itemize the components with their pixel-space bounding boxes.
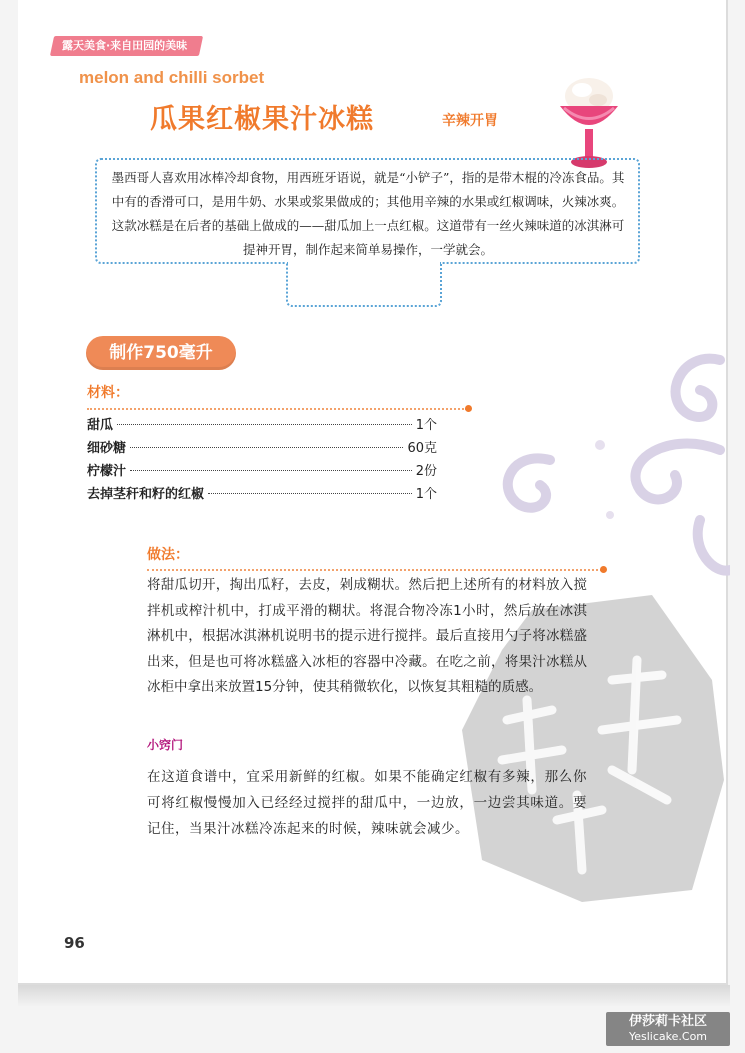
ingredient-name: 细砂糖	[87, 441, 127, 456]
ingredient-name: 柠檬汁	[87, 464, 127, 479]
page-shadow	[18, 985, 730, 1007]
method-divider	[147, 569, 602, 571]
watermark-en: Yeslicake.Com	[628, 1030, 708, 1043]
english-title: melon and chilli sorbet	[79, 68, 265, 87]
leader-dots	[130, 447, 403, 448]
yield-badge: 制作750毫升	[86, 336, 236, 370]
ingredient-qty: 1个	[415, 418, 437, 433]
method-text: 将甜瓜切开，掏出瓜籽，去皮，剁成糊状。然后把上述所有的材料放入搅拌机或榨汁机中，打成平滑的糊状。将混合物冷冻1小时，然后放在冰淇淋机中，根据冰淇淋机说明书的提示进行搅拌。最后直接用勺子将冰糕盛出来，但是也可将冰糕盛入冰柜的容器中冷藏。在吃之前，将果汁冰糕从冰柜中拿出来放置15分钟，使其稍微软化，以恢复其粗糙的质感。	[147, 577, 587, 695]
ingredient-row	[87, 483, 437, 506]
method-heading: 做法：	[147, 547, 189, 563]
ingredient-row	[87, 460, 437, 483]
series-tab-label: 露天美食·来自田园的美味	[62, 39, 188, 52]
materials-heading: 材料：	[87, 385, 129, 401]
ingredient-qty: 1个	[415, 487, 437, 502]
intro-box-tail	[286, 262, 442, 307]
page-title: 瓜果红椒果汁冰糕	[150, 104, 374, 135]
leader-dots	[208, 493, 412, 494]
leader-dots	[130, 470, 412, 471]
ingredient-row	[87, 414, 437, 437]
ingredient-row	[87, 437, 437, 460]
ingredient-qty: 60克	[407, 441, 437, 456]
subtitle: 辛辣开胃	[442, 113, 498, 129]
materials-divider	[87, 408, 467, 410]
site-watermark	[606, 1012, 730, 1046]
tip-heading: 小窍门	[147, 738, 184, 752]
intro-text: 墨西哥人喜欢用冰棒冷却食物，用西班牙语说，就是“小铲子”，指的是带木棍的冷冻食品。其中有的香滑可口，是用牛奶、水果或浆果做成的；其他用辛辣的水果或红椒调味，火辣冰爽。这款冰糕是在后者的基础上做成的——甜瓜加上一点红椒。这道带有一丝火辣味道的冰淇淋可提神开胃，制作起来简单易操作，一学就会。	[111, 170, 625, 257]
page-number: 96	[64, 934, 85, 952]
method-divider-dot	[600, 566, 607, 573]
series-tab	[50, 36, 203, 56]
ingredient-name: 甜瓜	[87, 418, 114, 433]
ingredient-qty: 2份	[415, 464, 437, 479]
leader-dots	[117, 424, 412, 425]
ingredient-name: 去掉茎秆和籽的红椒	[87, 487, 205, 502]
tip-text: 在这道食谱中，宜采用新鲜的红椒。如果不能确定红椒有多辣，那么你可将红椒慢慢加入已经经过搅拌的甜瓜中，一边放，一边尝其味道。要记住，当果汁冰糕冷冻起来的时候，辣味就会减少。	[147, 769, 587, 837]
materials-divider-dot	[465, 405, 472, 412]
ingredient-list	[87, 414, 437, 506]
swirl-ornament-icon	[490, 340, 730, 580]
watermark-cn: 伊莎莉卡社区	[628, 1014, 707, 1029]
